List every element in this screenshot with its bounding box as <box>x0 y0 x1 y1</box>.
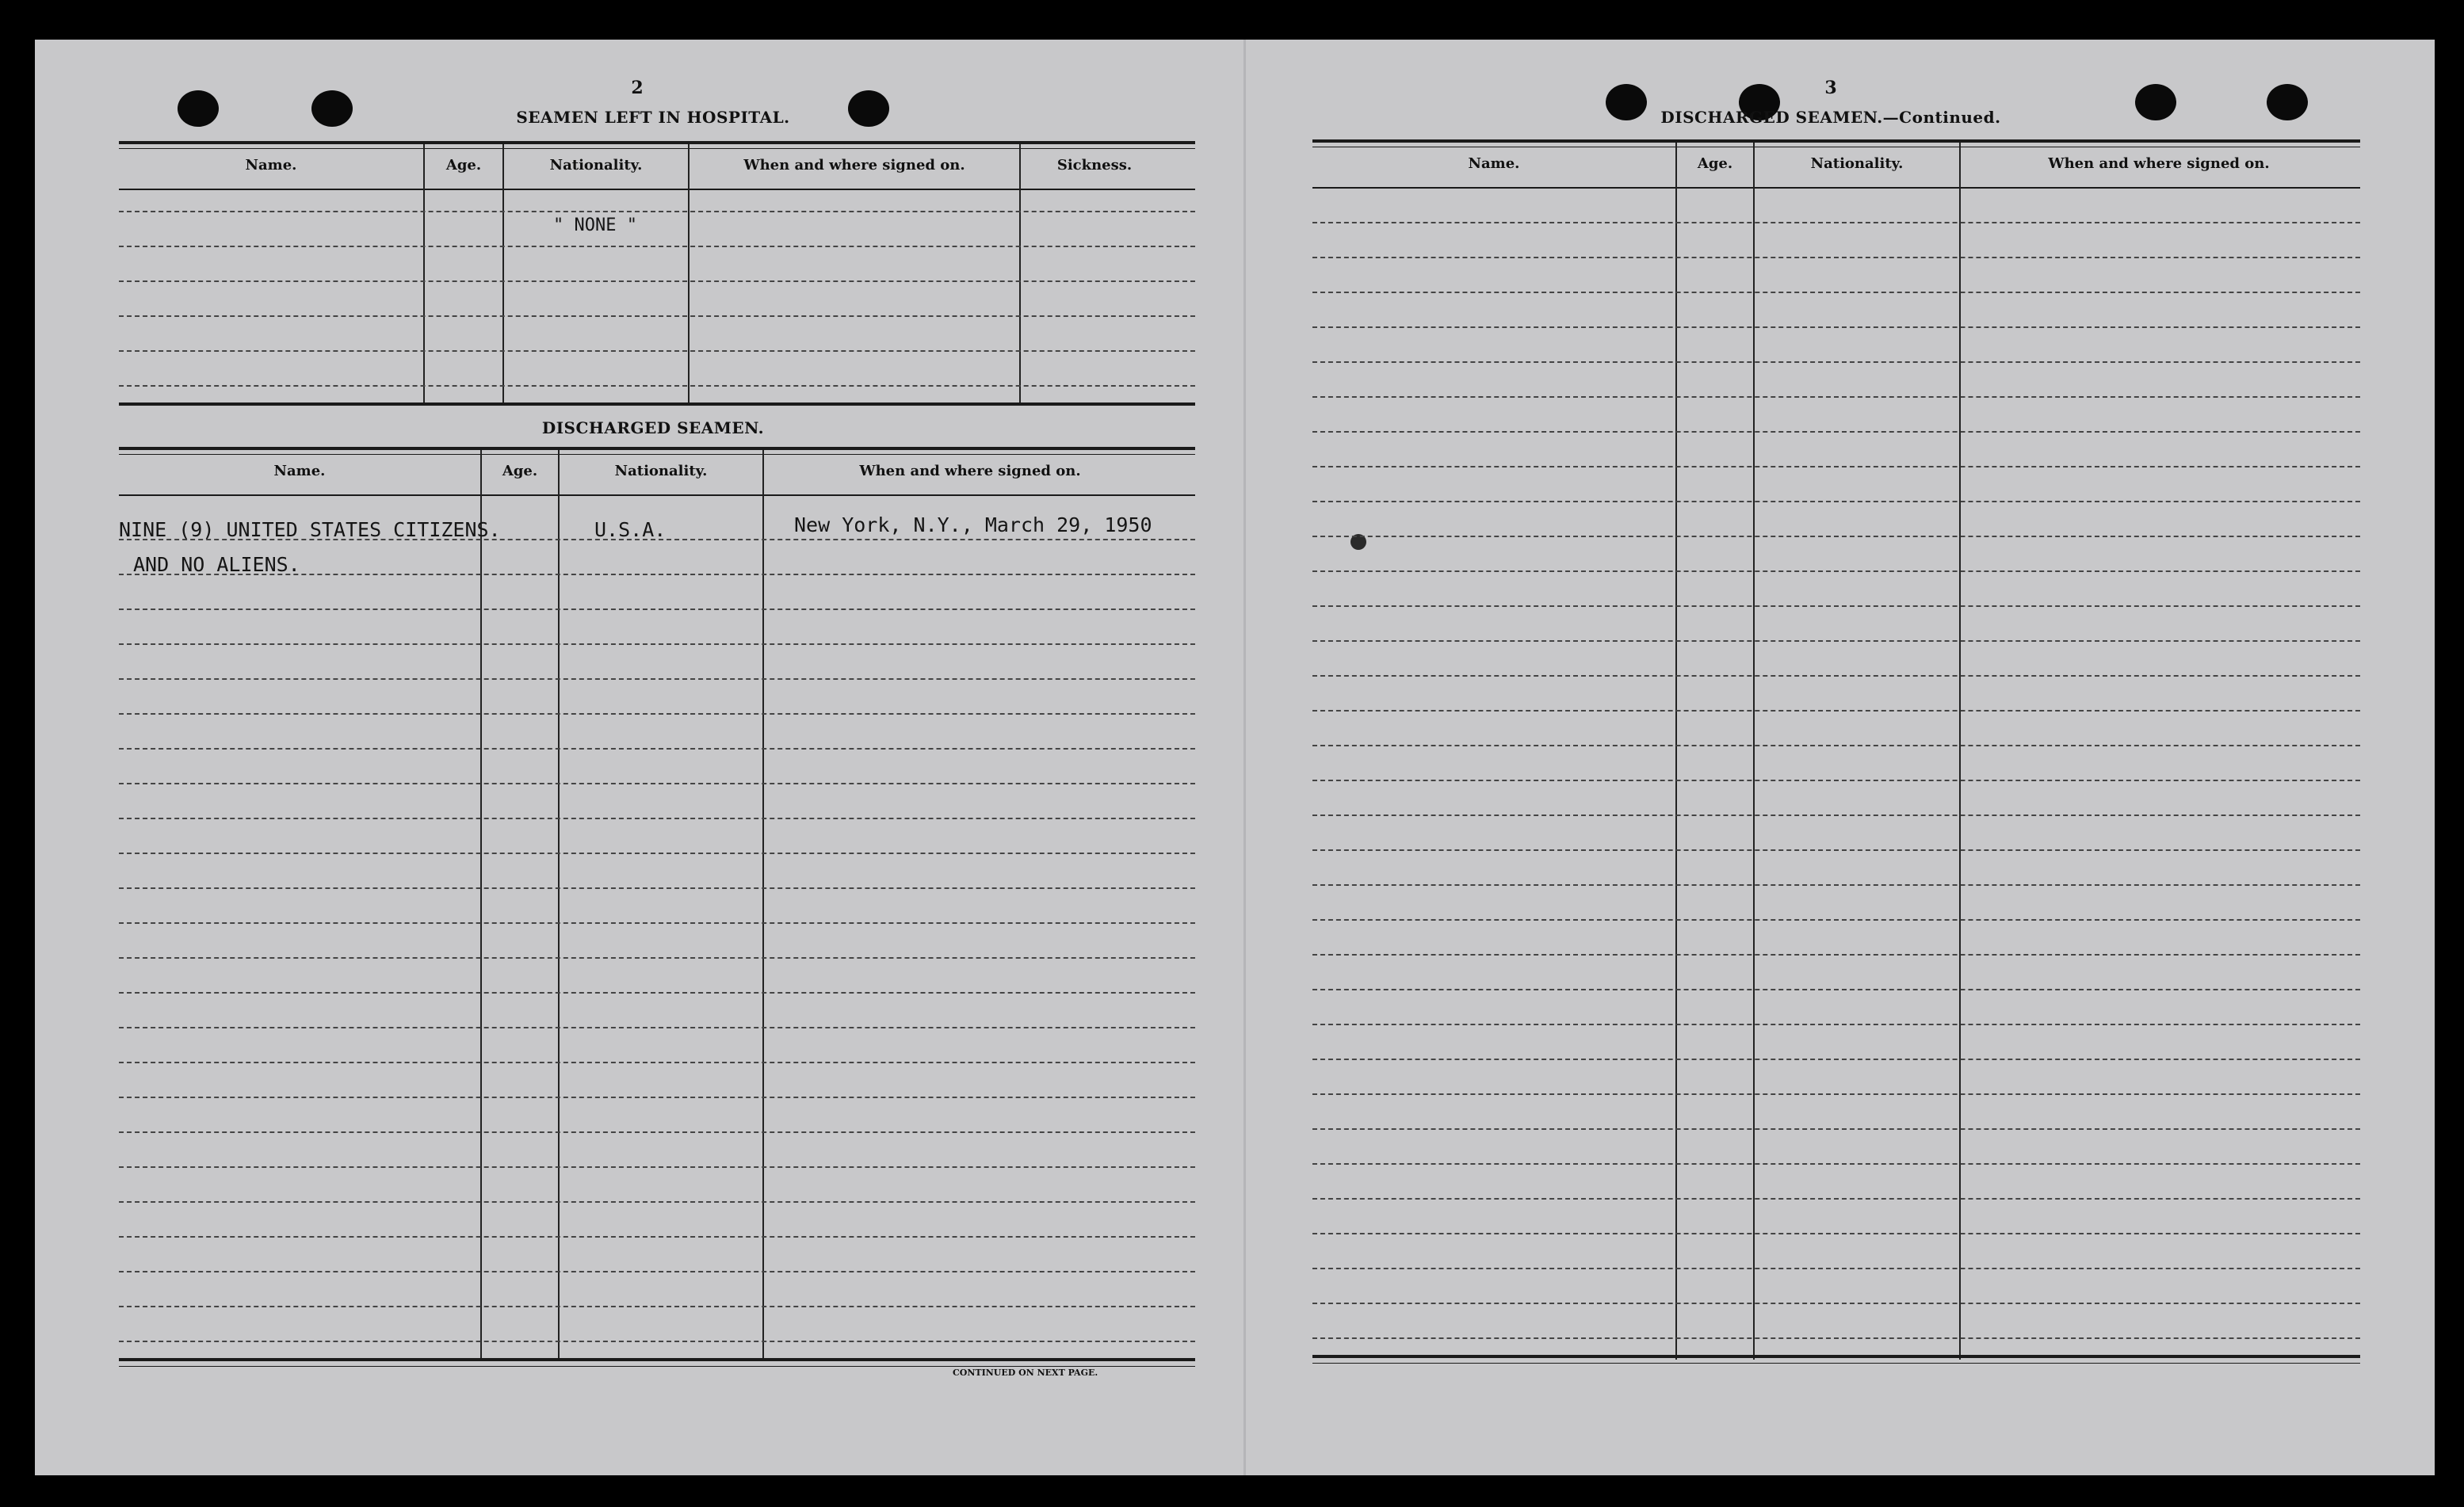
page-number: 2 <box>631 78 644 98</box>
table-row <box>1312 605 2360 607</box>
table-row <box>1312 849 2360 851</box>
header-name: Name. <box>1468 155 1520 172</box>
table-row <box>119 992 1195 994</box>
table-bottom-rule <box>119 1366 1195 1367</box>
table-row <box>119 609 1195 610</box>
table-row <box>119 350 1195 352</box>
hospital-table <box>119 141 1195 453</box>
table-row <box>1312 361 2360 363</box>
table-row <box>119 1201 1195 1203</box>
table-row <box>119 1271 1195 1272</box>
table-row <box>1312 1198 2360 1200</box>
continued-footer: CONTINUED ON NEXT PAGE. <box>953 1368 1098 1378</box>
table-bottom-rule <box>1312 1355 2360 1358</box>
header-name: Name. <box>245 157 297 174</box>
table-row <box>1312 257 2360 258</box>
hospital-entry-none: " NONE " <box>553 216 637 235</box>
table-row <box>119 385 1195 387</box>
table-row <box>119 1062 1195 1063</box>
table-bottom-rule <box>119 1358 1195 1361</box>
table-bottom-rule <box>119 403 1195 406</box>
table-row <box>1312 570 2360 572</box>
table-row <box>1312 1303 2360 1304</box>
table-row <box>1312 1093 2360 1095</box>
header-age: Age. <box>445 157 482 174</box>
table-row <box>1312 1337 2360 1339</box>
document-sheet <box>35 40 2435 1475</box>
table-row <box>1312 1128 2360 1130</box>
header-nationality: Nationality. <box>614 463 708 479</box>
table-row <box>119 887 1195 889</box>
header-signed-on: When and where signed on. <box>2048 155 2270 172</box>
discharged-continued-title: DISCHARGED SEAMEN.—Continued. <box>1660 108 2001 127</box>
table-row <box>1312 640 2360 642</box>
table-row <box>1312 884 2360 886</box>
column-divider <box>762 450 764 1361</box>
table-row <box>1312 745 2360 746</box>
table-row <box>1312 919 2360 921</box>
table-row <box>1312 466 2360 467</box>
table-row <box>1312 326 2360 328</box>
table-row <box>119 922 1195 924</box>
table-row <box>119 713 1195 715</box>
table-row <box>1312 989 2360 990</box>
entry-name: NINE (9) UNITED STATES CITIZENS. <box>119 518 501 541</box>
table-row <box>119 853 1195 854</box>
table-row <box>1312 1233 2360 1234</box>
table-row <box>119 1341 1195 1342</box>
table-row <box>1312 501 2360 502</box>
column-divider <box>480 450 482 1361</box>
table-row <box>119 748 1195 750</box>
discharged-section-title: DISCHARGED SEAMEN. <box>541 418 765 437</box>
table-row <box>119 315 1195 317</box>
table-row <box>119 643 1195 645</box>
table-row <box>1312 675 2360 677</box>
page-number: 3 <box>1824 78 1837 98</box>
header-signed-on: When and where signed on. <box>859 463 1081 479</box>
column-divider <box>423 144 425 406</box>
header-name: Name. <box>273 463 326 479</box>
table-row <box>119 211 1195 212</box>
table-row <box>119 1097 1195 1098</box>
column-divider <box>1675 143 1677 1360</box>
entry-name: AND NO ALIENS. <box>133 553 300 576</box>
column-divider <box>502 144 504 406</box>
table-row <box>1312 954 2360 956</box>
header-age: Age. <box>502 463 538 479</box>
table-row <box>119 1306 1195 1307</box>
table-row <box>1312 815 2360 816</box>
discharged-continued-table <box>1312 139 2360 1410</box>
table-row <box>1312 431 2360 433</box>
header-age: Age. <box>1697 155 1733 172</box>
table-bottom-rule <box>1312 1363 2360 1364</box>
table-row <box>119 280 1195 282</box>
table-row <box>119 246 1195 247</box>
table-row <box>1312 780 2360 781</box>
table-row <box>119 1236 1195 1238</box>
discharged-continued-header <box>1312 143 2360 189</box>
table-row <box>1312 1268 2360 1269</box>
left-page <box>35 40 1243 1475</box>
right-page <box>1246 40 2435 1475</box>
table-row <box>1312 1163 2360 1165</box>
hospital-section-title: SEAMEN LEFT IN HOSPITAL. <box>516 108 790 127</box>
column-divider <box>558 450 560 1361</box>
table-row <box>1312 222 2360 223</box>
table-row <box>1312 1024 2360 1025</box>
header-nationality: Nationality. <box>1810 155 1904 172</box>
column-divider <box>1019 144 1021 406</box>
table-row <box>119 1166 1195 1168</box>
discharged-table-header <box>119 450 1195 496</box>
column-divider <box>688 144 690 406</box>
entry-signed-on: New York, N.Y., March 29, 1950 <box>794 513 1152 536</box>
table-row <box>1312 536 2360 537</box>
header-sickness: Sickness. <box>1056 157 1133 174</box>
column-divider <box>1753 143 1755 1360</box>
header-nationality: Nationality. <box>549 157 643 174</box>
table-row <box>1312 710 2360 712</box>
header-signed-on: When and where signed on. <box>743 157 965 174</box>
entry-nationality: U.S.A. <box>594 518 667 541</box>
column-divider <box>1959 143 1961 1360</box>
table-row <box>1312 1059 2360 1060</box>
table-row <box>1312 292 2360 293</box>
table-row <box>119 1027 1195 1028</box>
table-row <box>119 957 1195 959</box>
table-row <box>119 678 1195 680</box>
hospital-table-header <box>119 144 1195 190</box>
table-row <box>119 1131 1195 1133</box>
table-row <box>119 818 1195 819</box>
table-row <box>119 783 1195 784</box>
table-row <box>1312 396 2360 398</box>
discharged-table <box>119 447 1195 1409</box>
